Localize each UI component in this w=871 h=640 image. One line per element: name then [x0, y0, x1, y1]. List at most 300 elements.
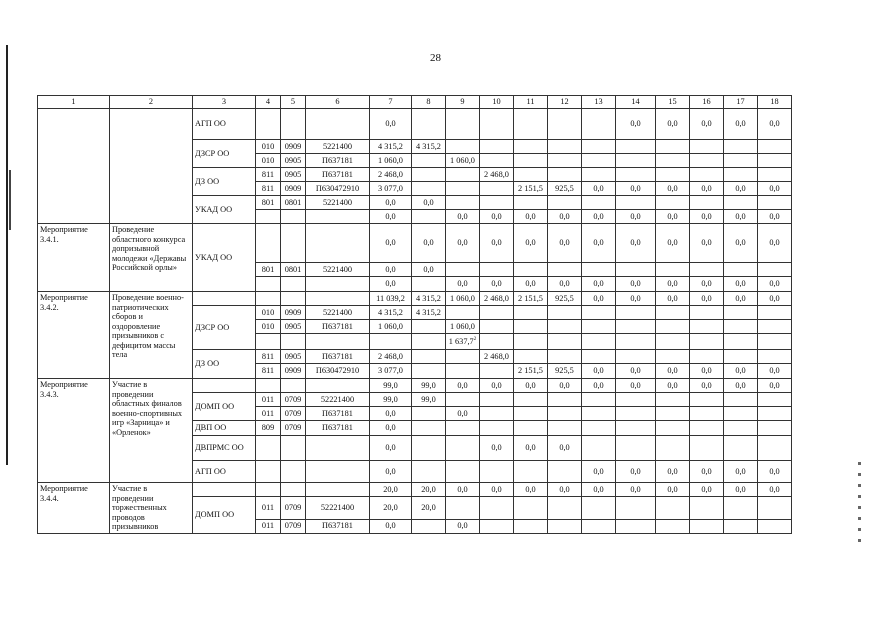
- cell: 0,0: [370, 210, 412, 224]
- cell: [412, 277, 446, 292]
- cell: 0801: [281, 196, 306, 210]
- cell: 2 468,0: [480, 168, 514, 182]
- cell: [582, 109, 616, 140]
- cell: [281, 109, 306, 140]
- cell: [582, 407, 616, 421]
- cell: [616, 168, 656, 182]
- cell: 18: [758, 96, 792, 109]
- cell: [514, 407, 548, 421]
- cell: 0,0: [656, 109, 690, 140]
- cell: [281, 334, 306, 350]
- cell: 0,0: [656, 224, 690, 263]
- cell: 0,0: [616, 182, 656, 196]
- cell: 2 468,0: [370, 350, 412, 364]
- cell: 0,0: [582, 379, 616, 393]
- cell: 99,0: [412, 379, 446, 393]
- cell: 0,0: [370, 421, 412, 436]
- cell: 0,0: [370, 224, 412, 263]
- cell: [281, 461, 306, 483]
- cell: [446, 393, 480, 407]
- cell: 16: [690, 96, 724, 109]
- cell: 0909: [281, 140, 306, 154]
- cell: Мероприятие 3.4.1.: [38, 224, 110, 292]
- cell: 5221400: [306, 263, 370, 277]
- cell: 99,0: [370, 379, 412, 393]
- cell: [616, 350, 656, 364]
- cell: 0909: [281, 364, 306, 379]
- cell: 0,0: [616, 461, 656, 483]
- cell: 0,0: [616, 277, 656, 292]
- cell: [690, 393, 724, 407]
- cell: ДЗ ОО: [193, 350, 256, 379]
- cell: [724, 407, 758, 421]
- cell: [690, 140, 724, 154]
- cell: 0,0: [616, 224, 656, 263]
- cell: [724, 519, 758, 533]
- cell: 0,0: [480, 436, 514, 461]
- cell: 0,0: [548, 436, 582, 461]
- cell: [281, 210, 306, 224]
- cell: Мероприятие 3.4.3.: [38, 379, 110, 483]
- cell: 2 468,0: [480, 292, 514, 306]
- cell: 0,0: [446, 224, 480, 263]
- cell: [724, 263, 758, 277]
- cell: [281, 224, 306, 263]
- cell: 0,0: [370, 436, 412, 461]
- cell: [306, 436, 370, 461]
- cell: Проведение областного конкурса допризывной молодежи «Державы Российской орлы»: [110, 224, 193, 292]
- cell: ДВП ОО: [193, 421, 256, 436]
- cell: 0,0: [690, 292, 724, 306]
- cell: 0,0: [690, 109, 724, 140]
- cell: [582, 436, 616, 461]
- cell: 1 060,0: [446, 320, 480, 334]
- cell: 925,5: [548, 364, 582, 379]
- cell: [548, 393, 582, 407]
- cell: 0,0: [690, 379, 724, 393]
- cell: [480, 421, 514, 436]
- cell: 1 060,0: [370, 320, 412, 334]
- budget-table: [37, 95, 792, 534]
- binding-edge-mark: [6, 45, 8, 465]
- cell: [281, 277, 306, 292]
- cell: [256, 334, 281, 350]
- cell: [514, 109, 548, 140]
- cell: [446, 421, 480, 436]
- cell: П637181: [306, 421, 370, 436]
- cell: ДОМП ОО: [193, 497, 256, 534]
- cell: 0,0: [582, 277, 616, 292]
- cell: [582, 196, 616, 210]
- cell: АГП ОО: [193, 109, 256, 140]
- cell: [306, 292, 370, 306]
- cell: [514, 350, 548, 364]
- table-row: [38, 292, 792, 306]
- cell: [412, 320, 446, 334]
- cell: 010: [256, 320, 281, 334]
- cell: 0,0: [480, 224, 514, 263]
- cell: 0,0: [582, 483, 616, 497]
- cell: [514, 168, 548, 182]
- cell: 011: [256, 497, 281, 520]
- cell: 0905: [281, 350, 306, 364]
- cell: [724, 168, 758, 182]
- cell: [548, 306, 582, 320]
- cell: 0,0: [480, 210, 514, 224]
- cell: 0,0: [548, 210, 582, 224]
- cell: П637181: [306, 320, 370, 334]
- cell: [480, 154, 514, 168]
- cell: 20,0: [412, 483, 446, 497]
- cell: 11 039,2: [370, 292, 412, 306]
- cell: [514, 461, 548, 483]
- cell: [281, 483, 306, 497]
- cell: 8: [412, 96, 446, 109]
- cell: 0,0: [758, 364, 792, 379]
- cell: 99,0: [370, 393, 412, 407]
- cell: 6: [306, 96, 370, 109]
- cell: П637181: [306, 519, 370, 533]
- cell: [656, 306, 690, 320]
- cell: [582, 263, 616, 277]
- cell: 2 151,5: [514, 292, 548, 306]
- cell: 99,0: [412, 393, 446, 407]
- cell: 811: [256, 182, 281, 196]
- cell: 0909: [281, 182, 306, 196]
- cell: [281, 379, 306, 393]
- cell: 0709: [281, 421, 306, 436]
- cell: [758, 497, 792, 520]
- cell: [724, 393, 758, 407]
- cell: [306, 210, 370, 224]
- cell: П637181: [306, 350, 370, 364]
- cell: 1 060,0: [370, 154, 412, 168]
- cell: 0,0: [370, 109, 412, 140]
- cell: 0,0: [548, 379, 582, 393]
- cell: Проведение военно-патриотических сборов и оздоровление призывников с дефицитом массы тела: [110, 292, 193, 379]
- cell: [281, 292, 306, 306]
- cell: 0,0: [656, 483, 690, 497]
- cell: [256, 277, 281, 292]
- cell: [412, 168, 446, 182]
- cell: [306, 109, 370, 140]
- cell: [412, 436, 446, 461]
- cell: [616, 519, 656, 533]
- cell: 0,0: [446, 407, 480, 421]
- cell: ДЗСР ОО: [193, 306, 256, 350]
- cell: 011: [256, 407, 281, 421]
- cell: [690, 196, 724, 210]
- cell: [306, 379, 370, 393]
- cell: 0,0: [582, 224, 616, 263]
- cell: 0,0: [514, 210, 548, 224]
- cell: 0,0: [656, 379, 690, 393]
- cell: [193, 292, 256, 306]
- cell: 20,0: [370, 497, 412, 520]
- cell: 0,0: [582, 210, 616, 224]
- cell: [616, 306, 656, 320]
- cell: [480, 320, 514, 334]
- cell: 0905: [281, 168, 306, 182]
- cell: [446, 263, 480, 277]
- cell: [582, 393, 616, 407]
- cell: [480, 182, 514, 196]
- cell: 0,0: [582, 292, 616, 306]
- cell: [412, 364, 446, 379]
- cell: [412, 519, 446, 533]
- cell: 801: [256, 263, 281, 277]
- cell: [724, 497, 758, 520]
- cell: 0,0: [616, 109, 656, 140]
- cell: [582, 519, 616, 533]
- cell: 0909: [281, 306, 306, 320]
- cell: [616, 497, 656, 520]
- cell: [548, 168, 582, 182]
- cell: 0,0: [690, 210, 724, 224]
- cell: ДЗСР ОО: [193, 140, 256, 168]
- cell: 010: [256, 154, 281, 168]
- cell: [480, 196, 514, 210]
- cell: [582, 421, 616, 436]
- cell: [656, 421, 690, 436]
- cell: [446, 334, 480, 350]
- cell: [306, 224, 370, 263]
- cell: [446, 497, 480, 520]
- cell: 7: [370, 96, 412, 109]
- cell: 811: [256, 364, 281, 379]
- cell: [446, 182, 480, 196]
- cell: 925,5: [548, 292, 582, 306]
- cell: [514, 140, 548, 154]
- cell: 4 315,2: [412, 306, 446, 320]
- cell: 5221400: [306, 196, 370, 210]
- cell: [480, 306, 514, 320]
- cell: [446, 196, 480, 210]
- cell: [724, 154, 758, 168]
- cell: [412, 421, 446, 436]
- cell: 0,0: [548, 483, 582, 497]
- cell: [690, 168, 724, 182]
- cell: 0,0: [690, 277, 724, 292]
- cell: [724, 350, 758, 364]
- cell: 20,0: [412, 497, 446, 520]
- cell: [412, 154, 446, 168]
- cell: [256, 461, 281, 483]
- cell: [480, 263, 514, 277]
- cell: ДЗ ОО: [193, 168, 256, 196]
- cell: [724, 196, 758, 210]
- cell: 13: [582, 96, 616, 109]
- cell: 0,0: [412, 224, 446, 263]
- cell: [514, 334, 548, 350]
- cell: [548, 461, 582, 483]
- cell: ДВПРМС ОО: [193, 436, 256, 461]
- cell: [193, 379, 256, 393]
- cell: 0,0: [656, 292, 690, 306]
- cell: [656, 154, 690, 168]
- cell: [616, 334, 656, 350]
- cell: 0,0: [758, 461, 792, 483]
- cell: [548, 140, 582, 154]
- cell: 52221400: [306, 497, 370, 520]
- cell: [412, 182, 446, 196]
- cell: [690, 350, 724, 364]
- cell: 2 151,5: [514, 364, 548, 379]
- cell: [548, 154, 582, 168]
- cell: 0,0: [656, 182, 690, 196]
- cell: 1 060,0: [446, 292, 480, 306]
- cell: 0801: [281, 263, 306, 277]
- cell: 4 315,2: [412, 140, 446, 154]
- scan-speckles: [858, 462, 861, 542]
- cell: [690, 421, 724, 436]
- cell: [370, 334, 412, 350]
- cell: 0,0: [370, 519, 412, 533]
- cell: [306, 483, 370, 497]
- page-number: 28: [430, 52, 441, 64]
- cell: [582, 350, 616, 364]
- cell: 0,0: [480, 483, 514, 497]
- cell: [412, 109, 446, 140]
- cell: Мероприятие 3.4.2.: [38, 292, 110, 379]
- cell: [412, 461, 446, 483]
- cell: 0,0: [616, 483, 656, 497]
- cell: 0905: [281, 154, 306, 168]
- cell: [656, 263, 690, 277]
- cell: [256, 109, 281, 140]
- cell: [412, 334, 446, 350]
- cell: [446, 109, 480, 140]
- cell: [690, 334, 724, 350]
- cell: 0,0: [370, 277, 412, 292]
- cell: [690, 263, 724, 277]
- cell-value: 1 637,7: [448, 336, 474, 346]
- cell: П630472910: [306, 182, 370, 196]
- cell: 0,0: [724, 461, 758, 483]
- cell: [514, 320, 548, 334]
- cell: [514, 306, 548, 320]
- cell: [582, 140, 616, 154]
- cell: 0,0: [412, 196, 446, 210]
- cell: [256, 292, 281, 306]
- cell: [256, 379, 281, 393]
- cell: 0,0: [514, 224, 548, 263]
- cell: [480, 140, 514, 154]
- cell: 11: [514, 96, 548, 109]
- cell: 4: [256, 96, 281, 109]
- cell: [480, 364, 514, 379]
- cell: [412, 210, 446, 224]
- cell: 0,0: [724, 292, 758, 306]
- cell: 0,0: [724, 364, 758, 379]
- cell: 0,0: [758, 379, 792, 393]
- cell: 0,0: [548, 224, 582, 263]
- cell: [690, 154, 724, 168]
- cell: [656, 407, 690, 421]
- cell: 809: [256, 421, 281, 436]
- cell: ДОМП ОО: [193, 393, 256, 421]
- cell: [758, 154, 792, 168]
- cell: 0,0: [758, 224, 792, 263]
- cell: [193, 483, 256, 497]
- cell: 0,0: [758, 109, 792, 140]
- cell: [656, 393, 690, 407]
- cell: [446, 364, 480, 379]
- cell: 0,0: [446, 210, 480, 224]
- cell: [690, 436, 724, 461]
- cell: 0,0: [446, 519, 480, 533]
- cell: УКАД ОО: [193, 196, 256, 224]
- cell: [758, 168, 792, 182]
- cell: 010: [256, 140, 281, 154]
- cell: 0,0: [690, 224, 724, 263]
- cell: [582, 497, 616, 520]
- cell: 52221400: [306, 393, 370, 407]
- cell: 4 315,2: [412, 292, 446, 306]
- cell: 0,0: [724, 182, 758, 196]
- cell: 0,0: [690, 182, 724, 196]
- cell: 17: [724, 96, 758, 109]
- cell: 2 468,0: [370, 168, 412, 182]
- cell: [306, 277, 370, 292]
- cell: 3 077,0: [370, 182, 412, 196]
- cell: [514, 196, 548, 210]
- cell: [656, 168, 690, 182]
- cell: [548, 407, 582, 421]
- cell: Участие в проведении областных финалов военно-спортивных игр «Зарница» и «Орленок»: [110, 379, 193, 483]
- cell: [514, 154, 548, 168]
- cell: 0,0: [616, 379, 656, 393]
- cell: 2 151,5: [514, 182, 548, 196]
- cell: [656, 436, 690, 461]
- cell: 0,0: [582, 182, 616, 196]
- cell: [38, 109, 110, 224]
- cell: 0,0: [758, 182, 792, 196]
- cell: 0,0: [724, 379, 758, 393]
- cell: [548, 497, 582, 520]
- cell: 0,0: [690, 364, 724, 379]
- cell: 0,0: [582, 461, 616, 483]
- cell: 0,0: [616, 364, 656, 379]
- cell: 2 468,0: [480, 350, 514, 364]
- cell: [548, 263, 582, 277]
- cell: 011: [256, 519, 281, 533]
- cell: 4 315,2: [370, 140, 412, 154]
- cell: АГП ОО: [193, 461, 256, 483]
- cell: 011: [256, 393, 281, 407]
- cell: 811: [256, 168, 281, 182]
- cell: [724, 320, 758, 334]
- cell: [758, 140, 792, 154]
- cell: 0,0: [370, 461, 412, 483]
- cell: [514, 497, 548, 520]
- cell: 5221400: [306, 140, 370, 154]
- cell: [582, 306, 616, 320]
- cell: 4 315,2: [370, 306, 412, 320]
- cell: [616, 320, 656, 334]
- cell: [758, 421, 792, 436]
- cell: 1 060,0: [446, 154, 480, 168]
- cell: П637181: [306, 154, 370, 168]
- cell: 0,0: [724, 483, 758, 497]
- cell: П630472910: [306, 364, 370, 379]
- cell: 0,0: [514, 379, 548, 393]
- cell: 0,0: [724, 224, 758, 263]
- cell: [616, 263, 656, 277]
- cell: 0,0: [616, 292, 656, 306]
- cell: П637181: [306, 168, 370, 182]
- cell: [656, 196, 690, 210]
